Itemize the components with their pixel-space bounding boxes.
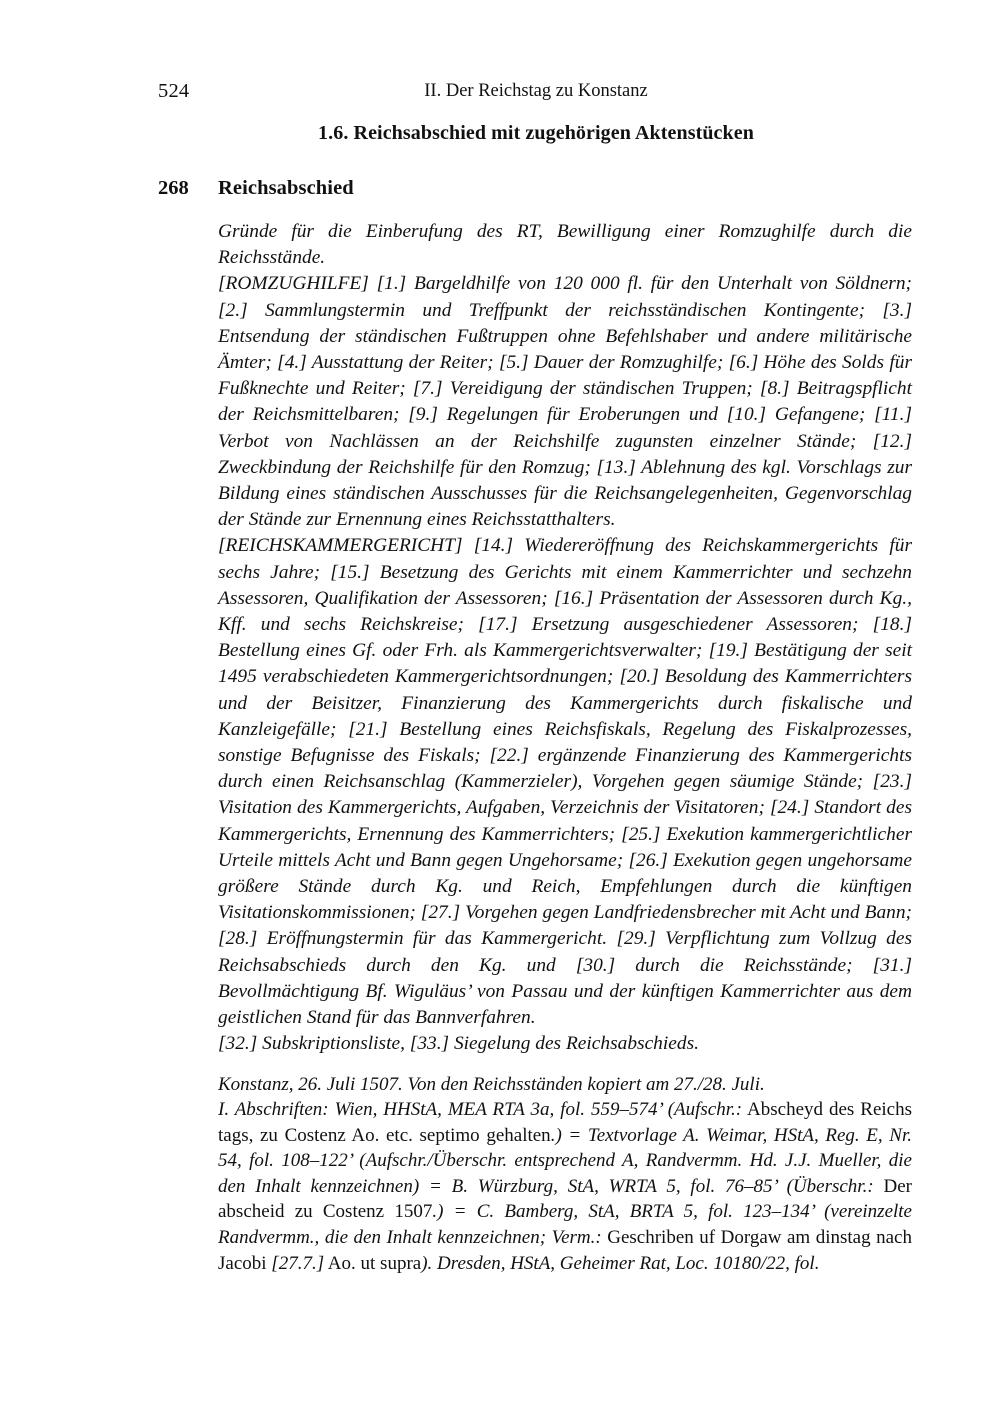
provenance-segment-1: I. Abschriften: Wien, HHStA, MEA RTA 3a, fol. 559–574’ (Aufschr.: — [218, 1099, 743, 1121]
provenance-segment-2: Abscheyd des Reichs tags, zu Costenz Ao. etc. septimo gehalten — [218, 1099, 912, 1146]
romzughilfe-paragraph: [ROMZUGHILFE] [1.] Bargeldhilfe von 120 000 fl. für den Unterhalt von Söldnern; [2.] Sammlungstermin und Treffpunkt der reichsständischen Kontingente; [3.] Entsendung der ständischen Fußtruppen ohne Befehlshaber und andere militärische Ämter; [4.] Ausstattung der Reiter; [5.] Dauer der Romzughilfe; [6.] Höhe des Solds für Fußknechte und Reiter; [7.] Vereidigung der ständischen Truppen; [8.] Beitragspflicht der Reichsmittelbaren; [9.] Regelungen für Eroberungen und [10.] Gefangene; [11.] Verbot von Nachlässen an der Reichshilfe zugunsten einzelner Stände; [12.] Zweckbindung der Reichshilfe für den Romzug; [13.] Ablehnung des kgl. Vorschlags zur Bildung eines ständischen Ausschusses für die Reichsangelegenheiten, Gegenvorschlag der Stände zur Ernennung eines Reichsstatthalters. — [218, 273, 912, 531]
provenance-segment-5: .) = C. Bamberg, StA, BRTA 5, fol. 123–134’ (vereinzelte Randvermm., die den Inhalt kennzeichnen; Verm.: — [218, 1201, 912, 1249]
document-title: Reichsabschied — [218, 177, 354, 199]
subskription-paragraph: [32.] Subskriptionsliste, [33.] Siegelung des Reichsabschieds. — [218, 1033, 699, 1055]
paragraph-spacer — [218, 1058, 912, 1072]
provenance-segment-4: Der abscheid zu Costenz 1507 — [218, 1175, 912, 1223]
running-head — [158, 78, 914, 104]
provenance-segment-7: [27.7.] — [266, 1252, 325, 1274]
section-title: 1.6. Reichsabschied mit zugehörigen Aktenstücken — [318, 122, 754, 144]
provenance-segment-3: .) = Textvorlage A. Weimar, HStA, Reg. E, Nr. 54, fol. 108–122’ (Aufschr./Überschr. entsprechend A, Randvermm. Hd. J.J. Mueller, die den Inhalt kennzeichnen) = B. Würzburg, StA, WRTA 5, fol. 76–85’ (Überschr.: — [218, 1124, 912, 1197]
page-folio-number: 524 — [158, 80, 190, 102]
provenance-segment-8: Ao. ut supra — [324, 1252, 422, 1274]
provenance-segment-9: ). Dresden, HStA, Geheimer Rat, Loc. 10180/22, fol. — [421, 1252, 820, 1274]
body-text-column — [218, 219, 912, 1276]
provenance-segment-6: Geschriben uf Dorgaw am dinstag nach Jacobi — [218, 1227, 912, 1274]
regest-paragraph: Gründe für die Einberufung des RT, Bewilligung einer Romzughilfe durch die Reichsstände. — [218, 221, 912, 269]
provenance-paragraph — [218, 1097, 912, 1276]
reichskammergericht-paragraph: [REICHSKAMMERGERICHT] [14.] Wiedereröffnung des Reichskammergerichts für sechs Jahre; [15.] Besetzung des Gerichts mit einem Kammerrichter und sechzehn Assessoren, Qualifikation der Assessoren; [16.] Präsentation der Assessoren durch Kg., Kff. und sechs Reichskreise; [17.] Ersetzung ausgeschiedener Assessoren; [18.] Bestellung eines Gf. oder Frh. als Kammergerichtsverwalter; [19.] Bestätigung der seit 1495 verabschiedeten Kammergerichtsordnungen; [20.] Besoldung des Kammerrichters und der Beisitzer, Finanzierung des Kammergerichts durch fiskalische und Kanzleigefälle; [21.] Bestellung eines Reichsfiskals, Regelung des Fiskalprozesses, sonstige Befugnisse des Fiskals; [22.] ergänzende Finanzierung des Kammergerichts durch einen Reichsanschlag (Kammerzieler), Vorgehen gegen säumige Stände; [23.] Visitation des Kammergerichts, Aufgaben, Verzeichnis der Visitatoren; [24.] Standort des Kammergerichts, Ernennung des Kammerrichters; [25.] Exekution kammergerichtlicher Urteile mittels Acht und Bann gegen Ungehorsame; [26.] Exekution gegen ungehorsame größere Stände durch Kg. und Reich, Empfehlungen durch die künftigen Visitationskommissionen; [27.] Vorgehen gegen Landfriedensbrecher mit Acht und Bann; [28.] Eröffnungstermin für das Kammergericht. [29.] Verpflichtung zum Vollzug des Reichsabschieds durch den Kg. und [30.] durch die Reichsstände; [31.] Bevollmächtigung Bf. Wiguläus’ von Passau und der künftigen Kammerrichter aus dem geistlichen Stand für das Bannverfahren. — [218, 535, 912, 1029]
dateline-paragraph: Konstanz, 26. Juli 1507. Von den Reichsständen kopiert am 27./28. Juli. — [218, 1073, 765, 1095]
document-number: 268 — [158, 177, 189, 199]
document-heading — [158, 174, 914, 204]
running-head-title: II. Der Reichstag zu Konstanz — [424, 81, 648, 101]
